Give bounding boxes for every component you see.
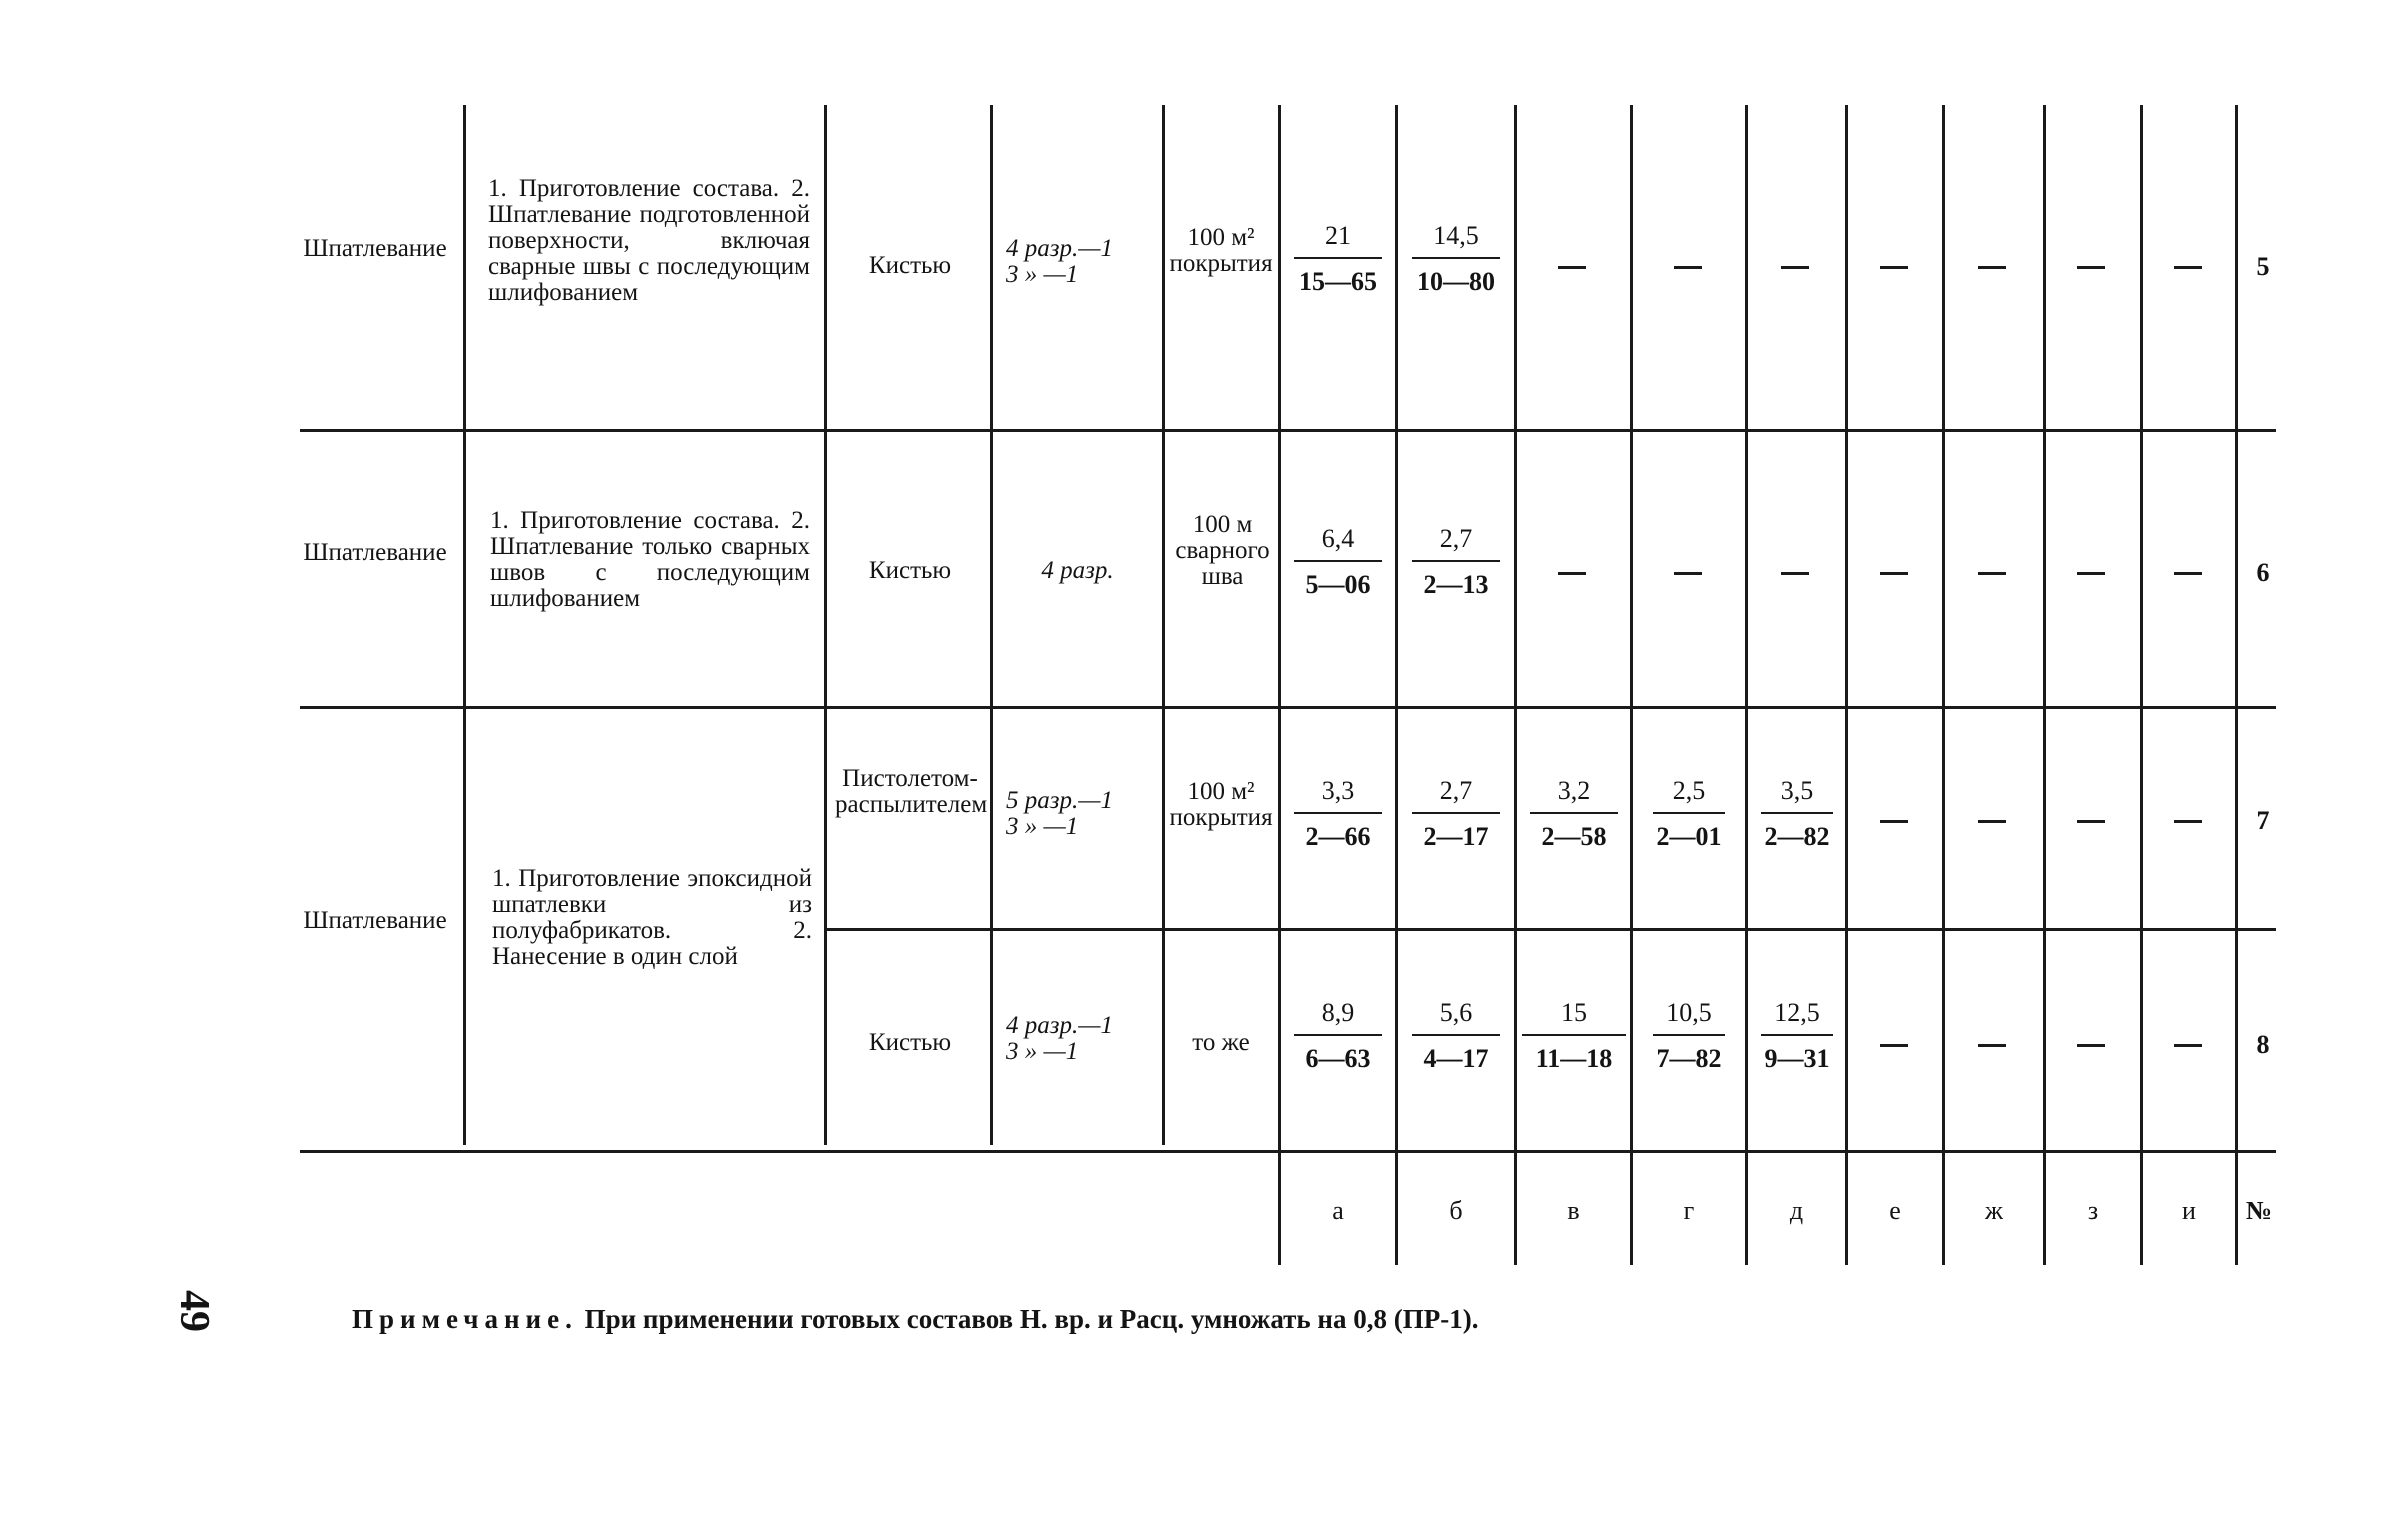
norm-value bbox=[1634, 776, 1744, 852]
crew-line: 4 разр.—1 bbox=[1006, 1012, 1113, 1039]
measurement-unit: 100 м² покрытия bbox=[1169, 224, 1273, 277]
norm-value bbox=[1749, 998, 1845, 1074]
application-method: Кистью bbox=[868, 557, 952, 584]
price-rate: 2—13 bbox=[1423, 570, 1489, 599]
column-letter: б bbox=[1449, 1196, 1463, 1225]
time-norm: 3,3 bbox=[1321, 776, 1355, 805]
empty-dash bbox=[1978, 820, 2006, 823]
norm-value bbox=[1282, 221, 1394, 297]
grid-line bbox=[1845, 105, 1848, 1265]
page-number: 49 bbox=[171, 1290, 217, 1332]
crew-line: 4 разр. bbox=[1041, 557, 1114, 584]
norm-value bbox=[1399, 524, 1513, 600]
empty-dash bbox=[2174, 820, 2202, 823]
price-rate: 2—17 bbox=[1423, 822, 1489, 851]
time-norm: 6,4 bbox=[1321, 524, 1355, 553]
empty-dash bbox=[1558, 266, 1586, 269]
empty-dash bbox=[1880, 266, 1908, 269]
time-norm: 15 bbox=[1561, 998, 1587, 1027]
norm-value bbox=[1518, 776, 1630, 852]
grid-line bbox=[824, 105, 827, 1145]
grid-line bbox=[1278, 105, 1281, 1265]
column-letter: ж bbox=[1985, 1196, 2003, 1225]
work-type: Шпатлевание bbox=[303, 907, 447, 934]
empty-dash bbox=[2174, 1044, 2202, 1047]
column-letter: № bbox=[2245, 1196, 2273, 1225]
row-number: 5 bbox=[2256, 252, 2270, 281]
price-rate: 9—31 bbox=[1764, 1044, 1830, 1073]
empty-dash bbox=[2077, 820, 2105, 823]
application-method: Пистолетом-распылителем bbox=[835, 765, 988, 818]
column-letter: е bbox=[1889, 1196, 1901, 1225]
crew-composition bbox=[1006, 788, 1156, 840]
grid-line bbox=[824, 928, 2276, 931]
empty-dash bbox=[1674, 266, 1702, 269]
price-rate: 15—65 bbox=[1299, 267, 1377, 296]
norm-value bbox=[1749, 776, 1845, 852]
price-rate: 11—18 bbox=[1535, 1044, 1613, 1073]
empty-dash bbox=[1558, 572, 1586, 575]
crew-line: 3 » —1 bbox=[1006, 261, 1079, 288]
time-norm: 12,5 bbox=[1774, 998, 1820, 1027]
column-letter: д bbox=[1789, 1196, 1804, 1225]
price-rate: 5—06 bbox=[1305, 570, 1371, 599]
crew-composition bbox=[995, 558, 1160, 584]
crew-line: 3 » —1 bbox=[1006, 1038, 1079, 1065]
grid-line bbox=[1630, 105, 1633, 1265]
time-norm: 10,5 bbox=[1666, 998, 1712, 1027]
crew-line: 3 » —1 bbox=[1006, 813, 1079, 840]
grid-line bbox=[463, 105, 466, 1145]
grid-line bbox=[2043, 105, 2046, 1265]
norm-value bbox=[1399, 221, 1513, 297]
norm-value bbox=[1399, 998, 1513, 1074]
work-type: Шпатлевание bbox=[303, 539, 447, 566]
grid-line bbox=[300, 706, 2276, 709]
measurement-unit: то же bbox=[1192, 1029, 1250, 1056]
price-rate: 2—58 bbox=[1541, 822, 1607, 851]
empty-dash bbox=[2174, 266, 2202, 269]
grid-line bbox=[1942, 105, 1945, 1265]
empty-dash bbox=[1781, 572, 1809, 575]
work-description: 1. Приготовление состава. 2. Шпатлевание только сварных швов с последующим шлифованием bbox=[490, 507, 810, 612]
empty-dash bbox=[1978, 266, 2006, 269]
time-norm: 3,5 bbox=[1780, 776, 1814, 805]
empty-dash bbox=[1674, 572, 1702, 575]
crew-composition bbox=[1006, 236, 1156, 288]
column-letter: з bbox=[2087, 1196, 2099, 1225]
time-norm: 2,5 bbox=[1672, 776, 1706, 805]
work-type: Шпатлевание bbox=[303, 235, 447, 262]
work-description: 1. Приготовление состава. 2. Шпатлевание подготовленной поверхности, включая сварные швы с последующим шлифованием bbox=[488, 175, 810, 306]
row-number: 7 bbox=[2256, 806, 2270, 835]
column-letter: в bbox=[1567, 1196, 1580, 1225]
norm-value bbox=[1634, 998, 1744, 1074]
grid-line bbox=[2140, 105, 2143, 1265]
empty-dash bbox=[2077, 572, 2105, 575]
application-method: Кистью bbox=[868, 1029, 952, 1056]
time-norm: 3,2 bbox=[1557, 776, 1591, 805]
crew-composition bbox=[1006, 1013, 1156, 1065]
norm-value bbox=[1282, 524, 1394, 600]
grid-line bbox=[1745, 105, 1748, 1265]
norm-value bbox=[1282, 776, 1394, 852]
empty-dash bbox=[1880, 1044, 1908, 1047]
price-rate: 4—17 bbox=[1423, 1044, 1489, 1073]
column-letter: а bbox=[1332, 1196, 1344, 1225]
measurement-unit: 100 м сварного шва bbox=[1175, 511, 1270, 590]
grid-line bbox=[1514, 105, 1517, 1265]
empty-dash bbox=[2077, 266, 2105, 269]
empty-dash bbox=[1880, 572, 1908, 575]
time-norm: 5,6 bbox=[1439, 998, 1473, 1027]
measurement-unit: 100 м² покрытия bbox=[1169, 778, 1273, 831]
time-norm: 14,5 bbox=[1433, 221, 1479, 250]
footnote bbox=[352, 1304, 1478, 1335]
price-rate: 2—82 bbox=[1764, 822, 1830, 851]
crew-line: 4 разр.—1 bbox=[1006, 235, 1113, 262]
grid-line bbox=[990, 105, 993, 1145]
empty-dash bbox=[1978, 572, 2006, 575]
norm-value bbox=[1399, 776, 1513, 852]
row-number: 6 bbox=[2256, 558, 2270, 587]
empty-dash bbox=[2174, 572, 2202, 575]
empty-dash bbox=[1781, 266, 1809, 269]
time-norm: 2,7 bbox=[1439, 776, 1473, 805]
price-rate: 7—82 bbox=[1656, 1044, 1722, 1073]
row-number: 8 bbox=[2256, 1030, 2270, 1059]
footnote-label: Примечание. bbox=[352, 1304, 578, 1334]
time-norm: 8,9 bbox=[1321, 998, 1355, 1027]
price-rate: 2—01 bbox=[1656, 822, 1722, 851]
grid-line bbox=[2235, 105, 2238, 1265]
time-norm: 2,7 bbox=[1439, 524, 1473, 553]
time-norm: 21 bbox=[1325, 221, 1351, 250]
column-letter: г bbox=[1683, 1196, 1695, 1225]
norm-value bbox=[1282, 998, 1394, 1074]
footnote-text: При применении готовых составов Н. вр. и Расц. умножать на 0,8 (ПР-1). bbox=[577, 1304, 1479, 1334]
empty-dash bbox=[2077, 1044, 2105, 1047]
grid-line bbox=[1395, 105, 1398, 1265]
crew-line: 5 разр.—1 bbox=[1006, 787, 1113, 814]
empty-dash bbox=[1880, 820, 1908, 823]
price-rate: 6—63 bbox=[1305, 1044, 1371, 1073]
price-rate: 2—66 bbox=[1305, 822, 1371, 851]
price-rate: 10—80 bbox=[1417, 267, 1495, 296]
grid-line bbox=[1162, 105, 1165, 1145]
work-description: 1. Приготовление эпоксидной шпатлевки из полуфабрикатов. 2. Нанесение в один слой bbox=[492, 865, 812, 970]
grid-line bbox=[300, 429, 2276, 432]
column-letter: и bbox=[2182, 1196, 2196, 1225]
application-method: Кистью bbox=[868, 252, 952, 279]
grid-line bbox=[300, 1150, 2276, 1153]
empty-dash bbox=[1978, 1044, 2006, 1047]
norm-value bbox=[1518, 998, 1630, 1074]
